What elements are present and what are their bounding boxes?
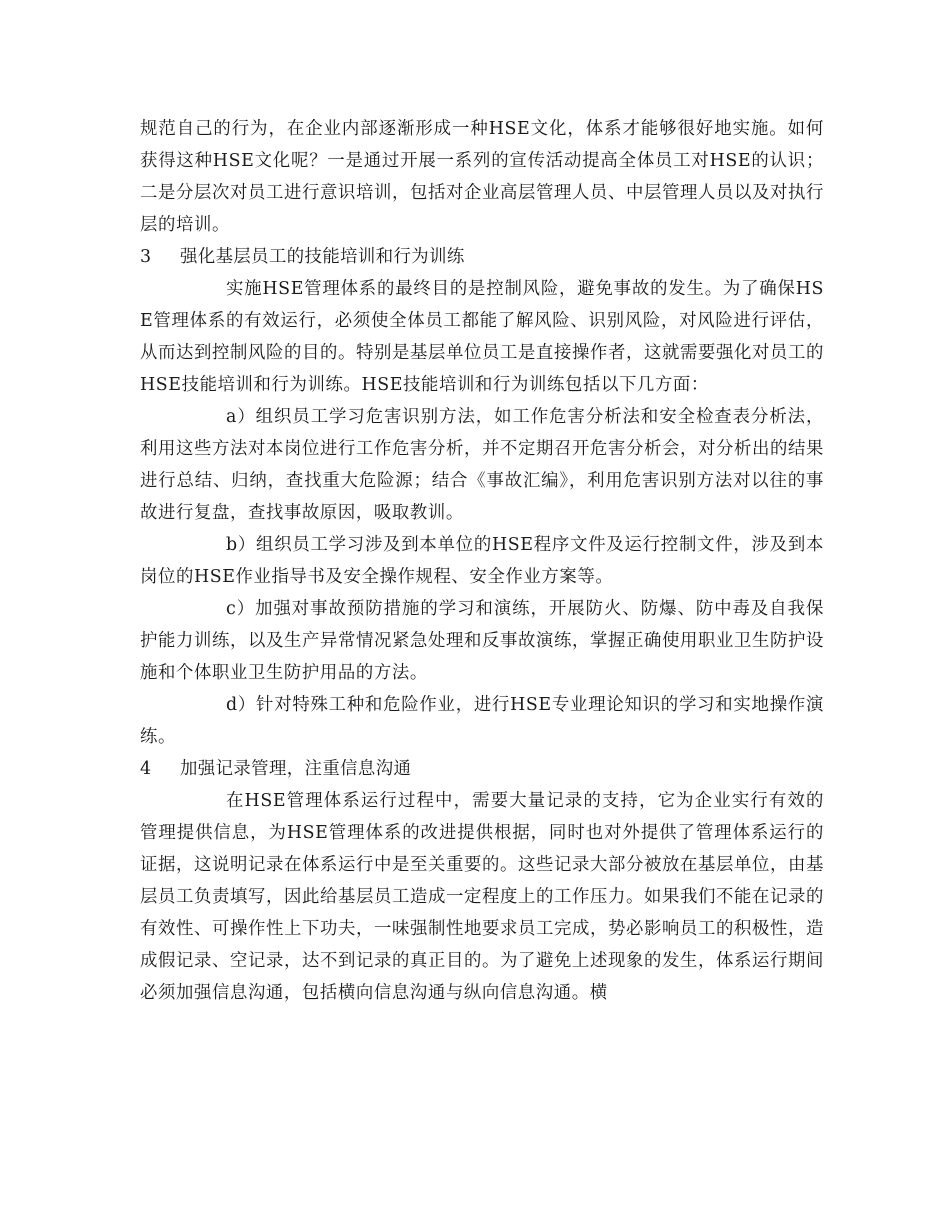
section-4-title: 加强记录管理，注重信息沟通 xyxy=(180,759,412,779)
section-3-item-c: c）加强对事故预防措施的学习和演练，开展防火、防爆、防中毒及自我保护能力训练，以及生产异常情况紧急处理和反事故演练，掌握正确使用职业卫生防护设施和个体职业卫生防护用品的方法。 xyxy=(140,599,824,683)
section-4-body: 在HSE管理体系运行过程中，需要大量记录的支持，它为企业实行有效的管理提供信息，为HSE管理体系的改进提供根据，同时也对外提供了管理体系运行的证据，这说明记录在体系运行中是至关重要的。这些记录大部分被放在基层单位，由基层员工负责填写，因此给基层员工造成一定程度上的工作压力。如果我们不能在记录的有效性、可操作性上下功夫，一味强制性地要求员工完成，势必影响员工的积极性，造成假记录、空记录，达不到记录的真正目的。为了避免上述现象的发生，体系运行期间必须加强信息沟通，包括横向信息沟通与纵向信息沟通。横 xyxy=(140,791,824,1003)
section-4-heading xyxy=(140,753,824,785)
section-3-item-a: a）组织员工学习危害识别方法，如工作危害分析法和安全检查表分析法，利用这些方法对本岗位进行工作危害分析，并不定期召开危害分析会，对分析出的结果进行总结、归纳，查找重大危险源；结合《事故汇编》，利用危害识别方法对以往的事故进行复盘，查找事故原因，吸取教训。 xyxy=(140,407,824,523)
section-3-number: 3 xyxy=(140,247,152,267)
paragraph-continuation: 规范自己的行为，在企业内部逐渐形成一种HSE文化，体系才能够很好地实施。如何获得这种HSE文化呢？一是通过开展一系列的宣传活动提高全体员工对HSE的认识；二是分层次对员工进行意识培训，包括对企业高层管理人员、中层管理人员以及对执行层的培训。 xyxy=(140,119,824,235)
section-3-intro: 实施HSE管理体系的最终目的是控制风险，避免事故的发生。为了确保HSE管理体系的有效运行，必须使全体员工都能了解风险、识别风险，对风险进行评估，从而达到控制风险的目的。特别是基层单位员工是直接操作者，这就需要强化对员工的HSE技能培训和行为训练。HSE技能培训和行为训练包括以下几方面： xyxy=(140,279,824,395)
section-4-number: 4 xyxy=(140,759,152,779)
section-3-title: 强化基层员工的技能培训和行为训练 xyxy=(180,247,465,267)
section-3-heading xyxy=(140,241,824,273)
section-3-item-d: d）针对特殊工种和危险作业，进行HSE专业理论知识的学习和实地操作演练。 xyxy=(140,695,824,747)
section-3-item-b: b）组织员工学习涉及到本单位的HSE程序文件及运行控制文件，涉及到本岗位的HSE作业指导书及安全操作规程、安全作业方案等。 xyxy=(140,535,824,587)
document-body xyxy=(140,113,824,1009)
